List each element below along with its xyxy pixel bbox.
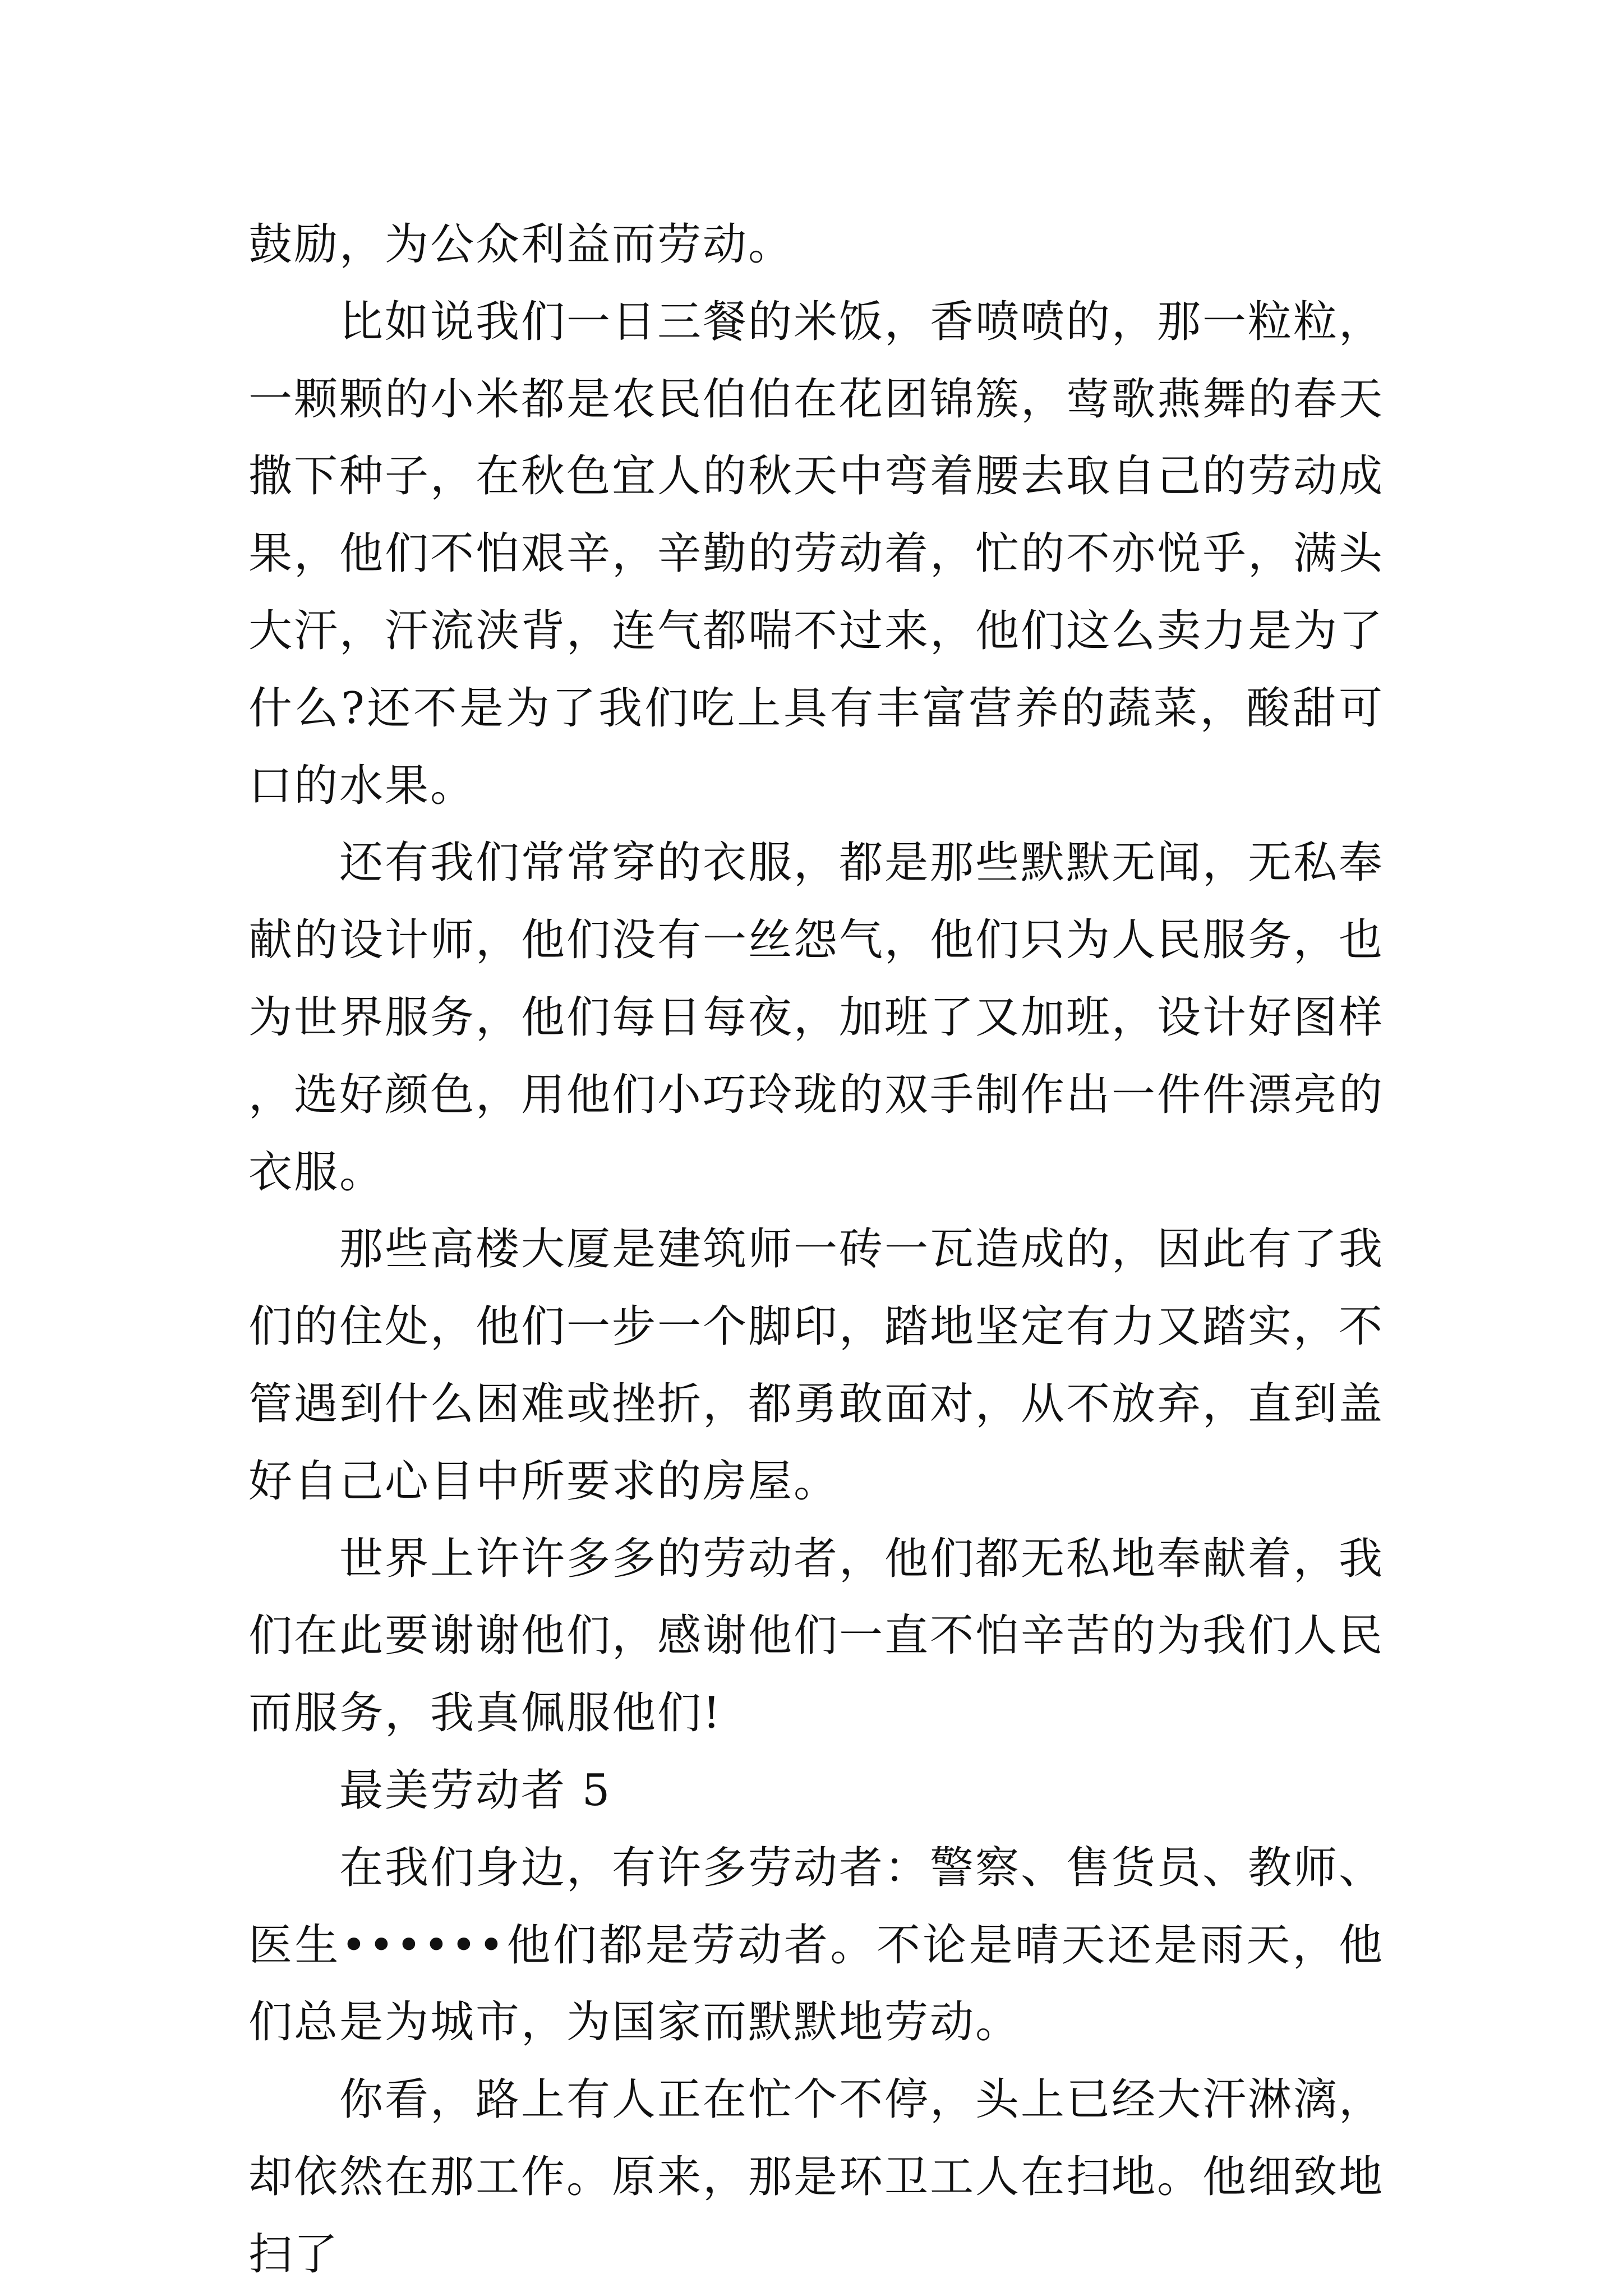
paragraph: 那些高楼大厦是建筑师一砖一瓦造成的，因此有了我们的住处，他们一步一个脚印，踏地坚定有力又踏实，不管遇到什么困难或挫折，都勇敢面对，从不放弃，直到盖好自己心目中所要求的房屋。 [248, 1224, 1385, 1507]
document-body [248, 206, 1384, 2294]
paragraph: 比如说我们一日三餐的米饭，香喷喷的，那一粒粒，一颗颗的小米都是农民伯伯在花团锦簇，莺歌燕舞的春天撒下种子，在秋色宜人的秋天中弯着腰去取自己的劳动成果，他们不怕艰辛，辛勤的劳动着，忙的不亦悦乎，满头大汗，汗流浃背，连气都喘不过来，他们这么卖力是为了什么?还不是为了我们吃上具有丰富营养的蔬菜，酸甜可口的水果。 [248, 296, 1385, 811]
paragraph: 世界上许许多多的劳动者，他们都无私地奉献着，我们在此要谢谢他们，感谢他们一直不怕辛苦的为我们人民而服务，我真佩服他们! [248, 1533, 1385, 1739]
section-heading: 最美劳动者 5 [339, 1765, 612, 1816]
paragraph: 还有我们常常穿的衣服，都是那些默默无闻，无私奉献的设计师，他们没有一丝怨气，他们只为人民服务，也为世界服务，他们每日每夜，加班了又加班，设计好图样，选好颜色，用他们小巧玲珑的双手制作出一件件漂亮的衣服。 [248, 838, 1385, 1198]
paragraph: 鼓励，为公众利益而劳动。 [248, 219, 794, 270]
paragraph: 在我们身边，有许多劳动者：警察、售货员、教师、医生••••••他们都是劳动者。不论是晴天还是雨天，他们总是为城市，为国家而默默地劳动。 [248, 1842, 1385, 2048]
paragraph: 你看，路上有人正在忙个不停，头上已经大汗淋漓，却依然在那工作。原来，那是环卫工人在扫地。他细致地扫了 [248, 2074, 1385, 2280]
